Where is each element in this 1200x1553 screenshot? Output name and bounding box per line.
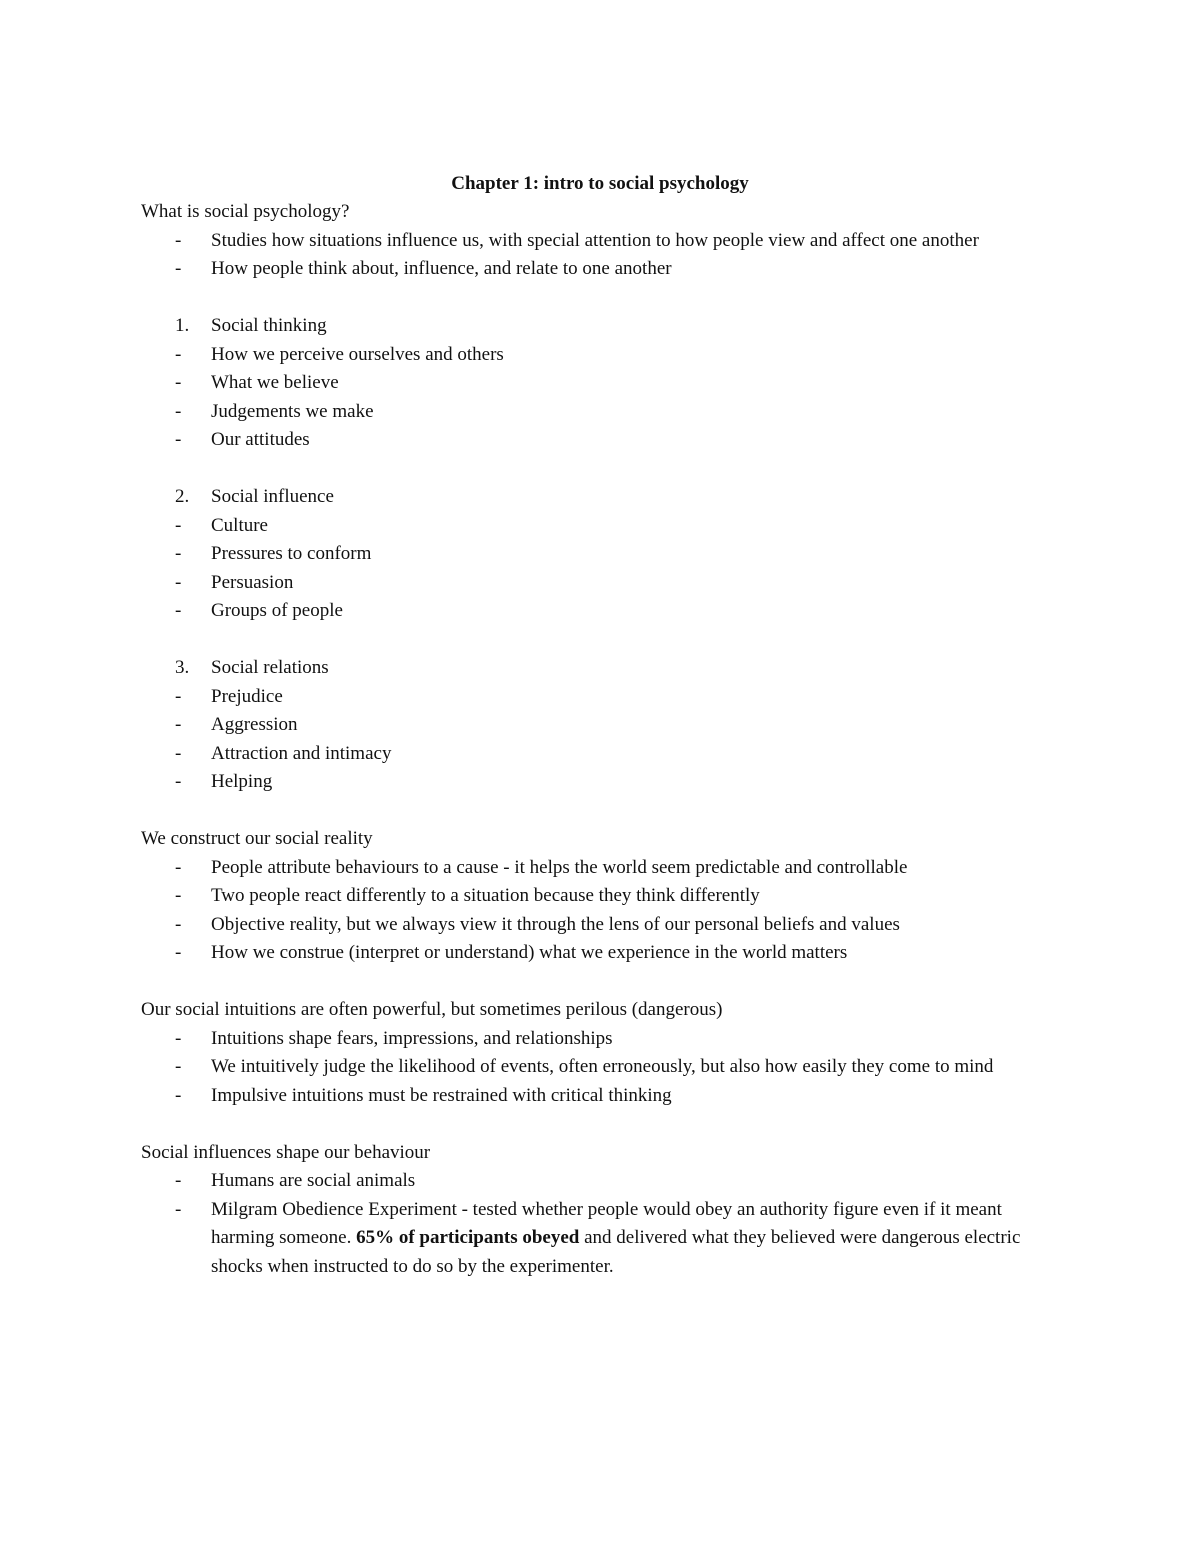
list-item-text: Attraction and intimacy xyxy=(211,742,392,764)
section-heading-influences: Social influences shape our behaviour xyxy=(141,1141,431,1163)
number-marker: 1. xyxy=(175,315,190,336)
list-item xyxy=(141,369,1061,398)
list-item-text: Impulsive intuitions must be restrained with critical thinking xyxy=(211,1084,672,1106)
dash-marker: - xyxy=(175,913,182,935)
list-item-text: Studies how situations influence us, with special attention to how people view and affect one another xyxy=(211,229,979,251)
section-heading-intro: What is social psychology? xyxy=(141,201,350,222)
list-item-text: How we construe (interpret or understand) what we experience in the world matters xyxy=(211,942,848,963)
list-item-text: Helping xyxy=(211,771,273,792)
list-item xyxy=(141,597,1061,626)
list-item-text: Intuitions shape fears, impressions, and relationships xyxy=(211,1027,613,1049)
dash-marker: - xyxy=(175,372,182,393)
list-item xyxy=(141,569,1061,598)
list-item-text: People attribute behaviours to a cause - it helps the world seem predictable and controllable xyxy=(211,856,908,878)
section-heading-intuitions: Our social intuitions are often powerful, but sometimes perilous (dangerous) xyxy=(141,999,723,1020)
dash-marker: - xyxy=(175,1056,182,1077)
dash-marker: - xyxy=(175,600,182,621)
number-marker: 3. xyxy=(175,657,190,678)
list-item xyxy=(141,255,1061,284)
bullet-list-intuitions xyxy=(141,1025,1061,1111)
list-item xyxy=(141,740,1061,769)
page-title: Chapter 1: intro to social psychology xyxy=(451,173,749,194)
numbered-heading-text: Social relations xyxy=(211,657,329,678)
dash-marker: - xyxy=(175,885,182,906)
list-item-text: Our attitudes xyxy=(211,429,310,450)
list-item-text: Two people react differently to a situation because they think differently xyxy=(211,885,760,906)
dash-marker: - xyxy=(175,258,182,279)
list-item xyxy=(141,540,1061,569)
list-item xyxy=(141,911,1061,940)
dash-marker: - xyxy=(175,714,182,735)
numbered-heading-1 xyxy=(141,312,1061,341)
milgram-text-after: and delivered what they believed were dangerous electric shocks when instructed to do so by the experimenter. xyxy=(211,1227,1021,1277)
dash-marker: - xyxy=(175,1027,182,1049)
list-item-text: Aggression xyxy=(211,714,298,735)
dash-marker: - xyxy=(175,1198,182,1220)
bullet-list-social-thinking xyxy=(141,341,1061,455)
list-item xyxy=(141,227,1061,256)
dash-marker: - xyxy=(175,543,182,564)
dash-marker: - xyxy=(175,685,182,707)
document-body xyxy=(141,198,1061,1281)
dash-marker: - xyxy=(175,400,182,422)
list-item xyxy=(141,512,1061,541)
bullet-list-influences xyxy=(141,1167,1061,1281)
list-item-text: We intuitively judge the likelihood of events, often erroneously, but also how easily they come to mind xyxy=(211,1056,994,1077)
dash-marker: - xyxy=(175,343,182,365)
numbered-heading-2 xyxy=(141,483,1061,512)
list-item-text: Prejudice xyxy=(211,685,283,707)
list-item xyxy=(141,768,1061,797)
list-item-text: Humans are social animals xyxy=(211,1170,416,1191)
list-item xyxy=(141,1082,1061,1111)
list-item xyxy=(141,1025,1061,1054)
list-item xyxy=(141,1053,1061,1082)
list-item xyxy=(141,939,1061,968)
dash-marker: - xyxy=(175,942,182,963)
bullet-list-intro xyxy=(141,227,1061,284)
list-item-text: Persuasion xyxy=(211,571,294,593)
list-item xyxy=(141,341,1061,370)
list-item xyxy=(141,426,1061,455)
dash-marker: - xyxy=(175,742,182,764)
list-item-text: What we believe xyxy=(211,372,339,393)
numbered-heading-text: Social thinking xyxy=(211,315,327,336)
dash-marker: - xyxy=(175,1084,182,1106)
list-item xyxy=(141,711,1061,740)
list-item-text: Objective reality, but we always view it through the lens of our personal beliefs and values xyxy=(211,913,900,935)
list-item-milgram xyxy=(141,1196,1061,1282)
bullet-list-social-influence xyxy=(141,512,1061,626)
numbered-heading-text: Social influence xyxy=(211,486,334,507)
list-item xyxy=(141,1167,1061,1196)
milgram-text-before: Milgram Obedience Experiment - tested whether people would obey an authority figure even if it meant harming someone. xyxy=(211,1198,1002,1248)
bullet-list-reality xyxy=(141,854,1061,968)
list-item xyxy=(141,882,1061,911)
numbered-heading-3 xyxy=(141,654,1061,683)
list-item-text: Culture xyxy=(211,514,268,536)
dash-marker: - xyxy=(175,856,182,878)
bullet-list-social-relations xyxy=(141,683,1061,797)
list-item-text: How we perceive ourselves and others xyxy=(211,343,504,365)
milgram-bold-statistic: 65% of participants obeyed xyxy=(356,1227,580,1248)
list-item-text: How people think about, influence, and relate to one another xyxy=(211,258,672,279)
list-item xyxy=(141,683,1061,712)
dash-marker: - xyxy=(175,229,182,251)
list-item xyxy=(141,854,1061,883)
list-item xyxy=(141,398,1061,427)
dash-marker: - xyxy=(175,571,182,593)
dash-marker: - xyxy=(175,1170,182,1191)
dash-marker: - xyxy=(175,429,182,450)
dash-marker: - xyxy=(175,514,182,536)
list-item-text: Groups of people xyxy=(211,600,343,621)
list-item-text: Judgements we make xyxy=(211,400,374,422)
list-item-text: Pressures to conform xyxy=(211,543,372,564)
dash-marker: - xyxy=(175,771,182,792)
section-heading-reality: We construct our social reality xyxy=(141,828,373,849)
number-marker: 2. xyxy=(175,486,190,507)
